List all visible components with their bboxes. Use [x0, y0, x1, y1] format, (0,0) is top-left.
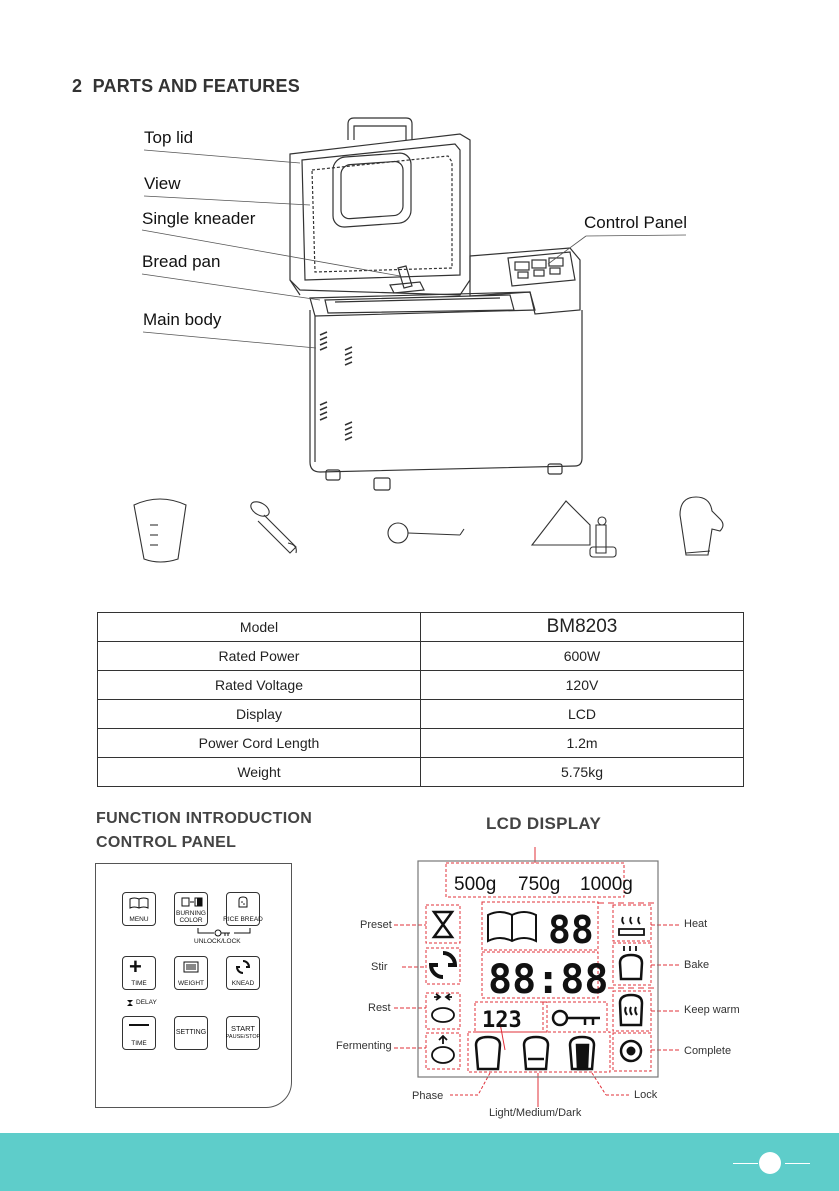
start-pause-button[interactable]: [226, 1016, 260, 1050]
lcd-label-preset: Preset: [360, 919, 392, 931]
oven-mitt-icon: [680, 497, 723, 555]
label-bread-pan: Bread pan: [142, 252, 221, 271]
table-row: [98, 642, 744, 671]
spec-label: Rated Power: [98, 642, 421, 671]
lcd-label-lock: Lock: [634, 1089, 658, 1101]
table-row: [98, 758, 744, 787]
function-intro-title: FUNCTION INTRODUCTION: [96, 810, 313, 827]
time-plus-button[interactable]: [122, 956, 156, 990]
knead-icon: [236, 960, 250, 974]
section-number: 2: [72, 76, 83, 96]
spec-label: Model: [98, 613, 421, 642]
weight-label: WEIGHT: [178, 980, 204, 987]
spec-value: LCD: [421, 700, 744, 729]
plus-icon: +: [129, 954, 142, 979]
start-label: START: [231, 1024, 255, 1033]
delay-label: DELAY: [136, 999, 157, 1006]
lcd-weight-1000: 1000g: [580, 874, 633, 895]
part-leader-lines: [0, 0, 839, 500]
rest-icon: [432, 994, 454, 1022]
lock-key-icon: [194, 928, 254, 938]
spec-table: [97, 612, 744, 787]
lcd-label-shade: Light/Medium/Dark: [489, 1107, 582, 1119]
lcd-weight-500: 500g: [454, 874, 497, 895]
lcd-time-digits: 88:88: [488, 957, 609, 1003]
label-view: View: [144, 174, 181, 193]
lcd-label-phase: Phase: [412, 1090, 444, 1102]
lcd-weight-750: 750g: [518, 874, 561, 895]
table-row: [98, 729, 744, 758]
lcd-display-title: LCD DISPLAY: [486, 814, 602, 833]
rice-bread-label: RICE BREAD: [223, 916, 263, 923]
time-plus-label: TIME: [131, 980, 147, 987]
spec-label: Display: [98, 700, 421, 729]
menu-book-icon: [488, 912, 536, 941]
pause-stop-label: PAUSE/STOP: [225, 1034, 261, 1040]
page-number-circle: [759, 1152, 781, 1174]
knead-label: KNEAD: [231, 980, 255, 987]
lcd-diagram: [330, 845, 750, 1125]
measuring-spoon-icon: [248, 499, 296, 553]
lcd-label-keep-warm: Keep warm: [684, 1004, 740, 1016]
rice-bread-icon: [237, 896, 249, 908]
footer-line-left: [733, 1163, 758, 1164]
spec-value: 120V: [421, 671, 744, 700]
table-row: [98, 671, 744, 700]
hourglass-icon: [434, 912, 452, 937]
spec-label: Power Cord Length: [98, 729, 421, 758]
spec-value: 5.75kg: [421, 758, 744, 787]
kneader-paddle-icon: [532, 501, 616, 557]
measuring-cup-icon: [134, 499, 186, 562]
lcd-label-heat: Heat: [684, 918, 708, 930]
label-top-lid: Top lid: [144, 128, 194, 147]
setting-label: SETTING: [175, 1029, 207, 1036]
rice-bread-button[interactable]: [223, 892, 263, 926]
bread-dark-icon: [570, 1037, 594, 1069]
footer-band: [0, 1133, 839, 1191]
bread-medium-icon: [524, 1037, 548, 1069]
bake-icon: [620, 946, 642, 979]
lock-key-icon: [553, 1011, 600, 1025]
lcd-program-digits: 88: [548, 908, 594, 952]
section-title: PARTS AND FEATURES: [92, 76, 300, 96]
book-icon: [129, 897, 149, 909]
control-panel-diagram: [95, 863, 292, 1108]
spec-label: Rated Voltage: [98, 671, 421, 700]
weight-button[interactable]: [174, 956, 208, 990]
label-control-panel: Control Panel: [584, 213, 688, 232]
spec-label: Weight: [98, 758, 421, 787]
time-minus-button[interactable]: [122, 1016, 156, 1050]
label-single-kneader: Single kneader: [142, 209, 256, 228]
knead-button[interactable]: [226, 956, 260, 990]
lcd-label-rest: Rest: [368, 1002, 391, 1014]
spec-value: BM8203: [421, 613, 744, 642]
menu-button[interactable]: [122, 892, 156, 926]
keep-warm-icon: [620, 995, 642, 1025]
footer-line-right: [785, 1163, 810, 1164]
table-row: [98, 613, 744, 642]
control-panel-subtitle: CONTROL PANEL: [96, 834, 237, 851]
stir-icon: [431, 953, 455, 977]
minus-icon: [129, 1024, 149, 1026]
heat-icon: [619, 917, 644, 935]
lcd-label-bake: Bake: [684, 959, 710, 971]
accessories-row: [120, 485, 740, 575]
lcd-label-complete: Complete: [684, 1045, 732, 1057]
burning-color-label: BURNING COLOR: [176, 910, 206, 924]
menu-button-label: MENU: [129, 916, 149, 923]
lcd-phase-digits: 123: [482, 1008, 522, 1033]
time-minus-label: TIME: [131, 1040, 147, 1047]
fermenting-icon: [432, 1036, 454, 1063]
setting-button[interactable]: [174, 1016, 208, 1050]
burning-color-button[interactable]: [174, 892, 208, 926]
toast-color-icon: [181, 896, 203, 907]
weight-icon: [183, 961, 199, 973]
spec-value: 600W: [421, 642, 744, 671]
label-main-body: Main body: [143, 310, 222, 329]
table-row: [98, 700, 744, 729]
lcd-label-fermenting: Fermenting: [336, 1040, 392, 1052]
spec-value: 1.2m: [421, 729, 744, 758]
unlock-lock-label: UNLOCK/LOCK: [194, 938, 241, 945]
lcd-label-stir: Stir: [371, 961, 388, 973]
hook-icon: [388, 523, 464, 543]
complete-icon: [621, 1041, 641, 1061]
hourglass-icon: [126, 999, 134, 1007]
bread-light-icon: [476, 1037, 500, 1069]
